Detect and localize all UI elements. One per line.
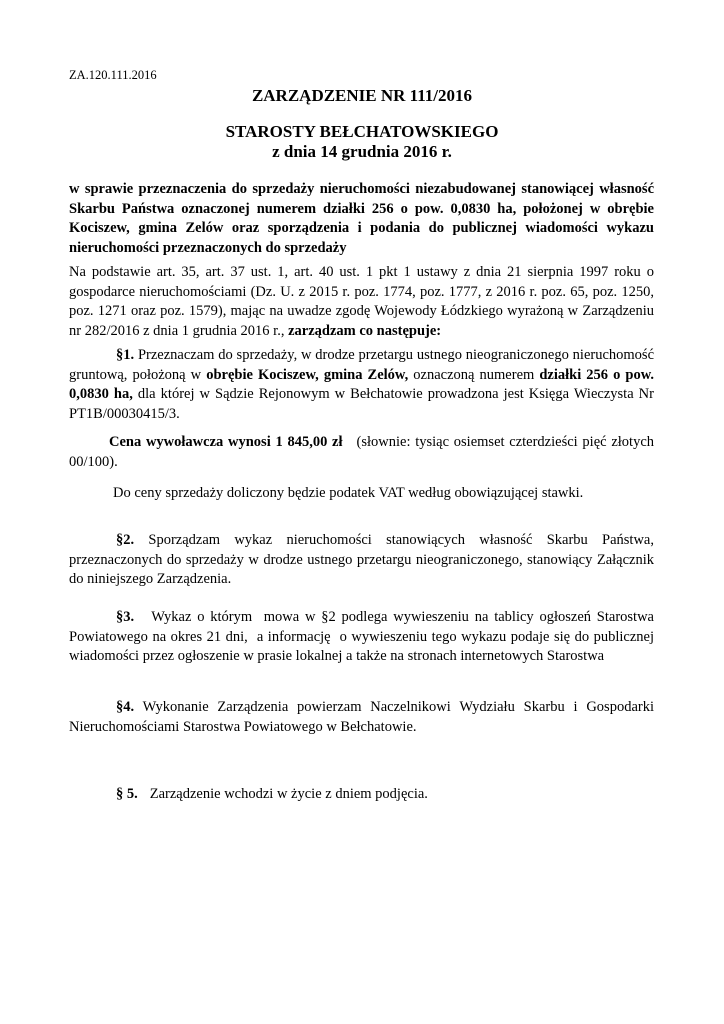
section-5-text: Zarządzenie wchodzi w życie z dniem podjęcia. [149,786,428,802]
section-3-text: Wykaz o którym mowa w §2 podlega wywieszeniu na tablicy ogłoszeń Starostwa Powiatowego na okres 21 dni, a informację o wywieszeniu tego wykazu podaje się do publicznej wiadomości przez ogłoszenie w prasie lokalnej a także na stronach internetowych Starostwa [69,609,658,664]
document-title: ZARZĄDZENIE NR 111/2016 [251,86,473,105]
document-subject: w sprawie przeznaczenia do sprzedaży nieruchomości niezabudowanej stanowiącej własność Skarbu Państwa oznaczonej numerem działki 256 o pow. 0,0830 ha, położonej w obrębie Kociszew, gmina Zelów oraz sporządzenia i podania do publicznej wiadomości wykazu nieruchomości przeznaczonych do sprzedaży [69,181,654,256]
issuer-title: STAROSTY BEŁCHATOWSKIEGO [225,122,499,141]
section-2-paragraph [69,531,654,590]
section-1-text-b: oznaczoną numerem [408,366,540,383]
price-paragraph [69,433,654,472]
section-5-marker: § 5. [116,786,138,802]
legal-basis-paragraph [69,263,654,341]
section-1-paragraph [69,346,654,424]
section-1-marker: §1. [116,347,135,363]
legal-basis-text: Na podstawie art. 35, art. 37 ust. 1, art. 40 ust. 1 pkt 1 ustawy z dnia 21 sierpnia 1997 roku o gospodarce nieruchomościami (Dz. U. z 2015 r. poz. 1774, poz. 1777, z 2016 r. poz. 65, poz. 1250, poz. 1271 oraz poz. 1579), mając na uwadze zgodę Wojewody Łódzkiego wyrażoną w Zarządzeniu nr 282/2016 z dnia 1 grudnia 2016 r., [69,264,654,339]
section-4-marker: §4. [116,699,135,715]
vat-note-paragraph [69,484,654,504]
section-4-text: Wykonanie Zarządzenia powierzam Naczelnikowi Wydziału Skarbu i Gospodarki Nieruchomościami Starostwa Powiatowego w Bełchatowie. [69,699,654,735]
section-5-paragraph [69,785,654,805]
section-4-paragraph [69,698,654,737]
vat-note: Do ceny sprzedaży doliczony będzie podatek VAT według obowiązującej stawki. [113,485,584,501]
section-1-parcel: działki 256 o pow. 0,0830 ha, [69,366,655,402]
document-date: z dnia 14 grudnia 2016 r. [272,142,452,161]
section-3-marker: §3. [116,609,135,625]
section-2-marker: §2. [116,532,135,548]
document-reference: ZA.120.111.2016 [69,68,157,82]
price-in-words: (słownie: tysiąc osiemset czterdzieści pięć złotych 00/100). [69,434,654,470]
legal-basis-decision: zarządzam co następuje: [288,322,442,339]
section-1-location: obrębie Kociszew, gmina Zelów, [206,366,409,383]
price-label: Cena wywoławcza wynosi 1 845,00 zł [109,434,343,450]
section-2-text: Sporządzam wykaz nieruchomości stanowiących własność Skarbu Państwa, przeznaczonych do sprzedaży w drodze ustnego przetargu nieograniczonego, stanowiący Załącznik do niniejszego Zarządzenia. [69,532,654,587]
section-1-text-c: dla której w Sądzie Rejonowym w Bełchatowie prowadzona jest Księga Wieczysta Nr PT1B/00030415/3. [69,386,654,422]
section-3-paragraph [69,608,658,667]
section-1-text-a: Przeznaczam do sprzedaży, w drodze przetargu ustnego nieograniczonego nieruchomość gruntową, położoną w [69,347,654,383]
